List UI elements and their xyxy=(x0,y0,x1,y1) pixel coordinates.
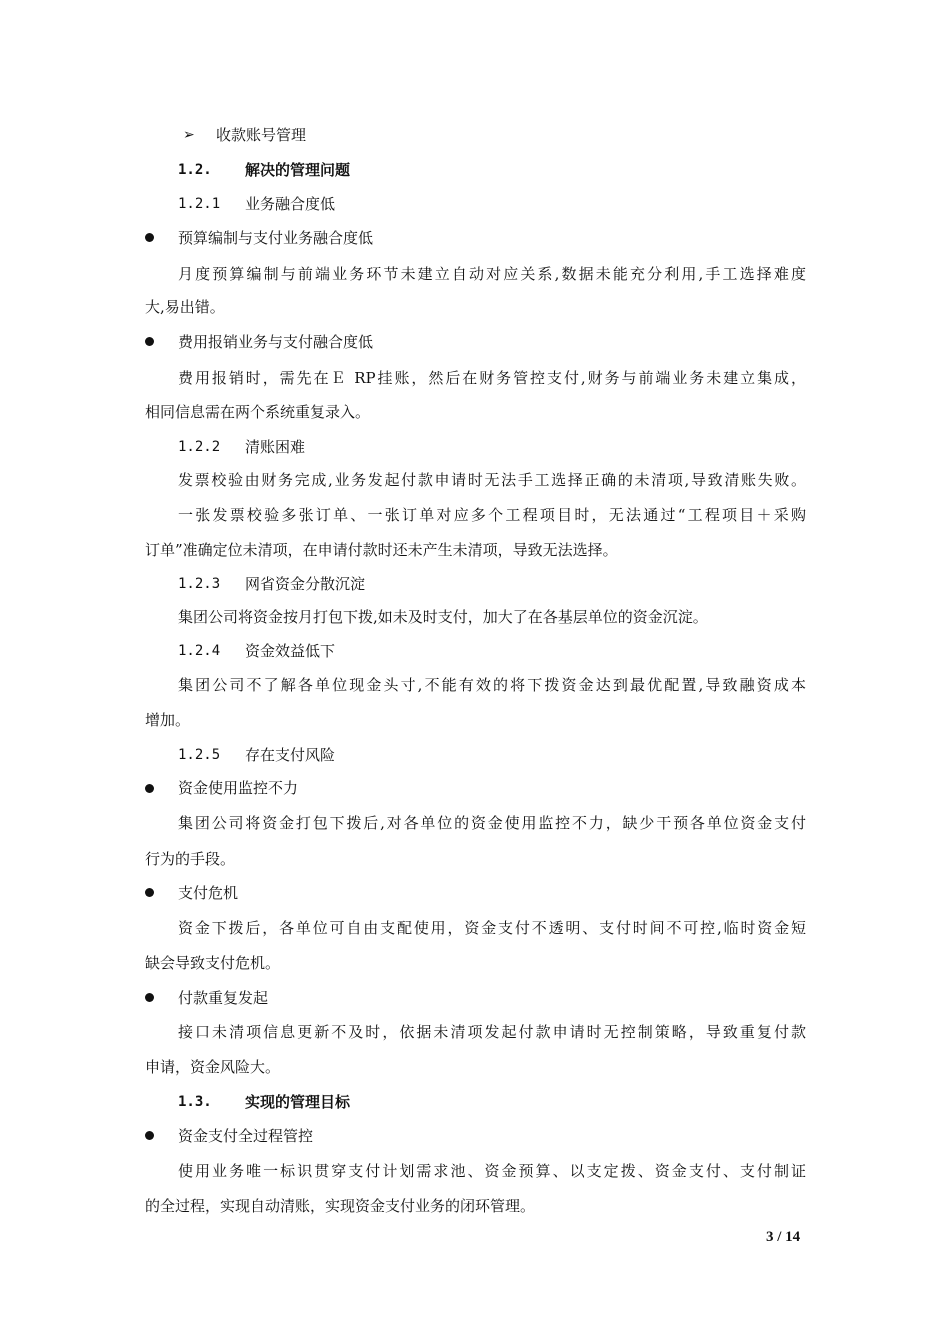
bullet-icon xyxy=(145,1131,154,1140)
bullet-icon xyxy=(145,337,154,346)
paragraph-line: 发票校验由财务完成,业务发起付款申请时无法手工选择正确的未清项,导致清账失败。 xyxy=(178,471,806,489)
subsection-number: 1.2.2 xyxy=(178,439,221,455)
paragraph-line: 资金下拨后，各单位可自由支配使用，资金支付不透明、支付时间不可控,临时资金短 xyxy=(178,919,806,937)
arrow-bullet-icon: ➢ xyxy=(183,127,195,143)
paragraph-line: 订单”准确定位未清项，在申请付款时还未产生未清项，导致无法选择。 xyxy=(145,541,618,559)
paragraph-line: 缺会导致支付危机。 xyxy=(145,954,281,972)
bullet-icon xyxy=(145,888,154,897)
paragraph-line: 接口未清项信息更新不及时，依据未清项发起付款申请时无控制策略，导致重复付款 xyxy=(178,1023,806,1041)
bullet-text: 付款重复发起 xyxy=(178,989,269,1007)
paragraph-line: 集团公司将资金按月打包下拨,如未及时支付，加大了在各基层单位的资金沉淀。 xyxy=(178,608,708,626)
section-number: 1.2. xyxy=(178,162,212,178)
bullet-text: 资金支付全过程管控 xyxy=(178,1127,314,1145)
paragraph-line: 行为的手段。 xyxy=(145,850,236,868)
subsection-number: 1.2.3 xyxy=(178,576,221,592)
section-number: 1.3. xyxy=(178,1094,212,1110)
paragraph-line: 使用业务唯一标识贯穿支付计划需求池、资金预算、以支定拨、资金支付、支付制证 xyxy=(178,1162,806,1180)
bullet-icon xyxy=(145,233,154,242)
paragraph-line: 一张发票校验多张订单、一张订单对应多个工程项目时，无法通过“工程项目＋采购 xyxy=(178,506,806,524)
subsection-number: 1.2.1 xyxy=(178,196,221,212)
bullet-text: 资金使用监控不力 xyxy=(178,779,299,797)
paragraph-line: 申请，资金风险大。 xyxy=(145,1058,281,1076)
bullet-text: 预算编制与支付业务融合度低 xyxy=(178,229,374,247)
section-heading: 实现的管理目标 xyxy=(245,1093,351,1111)
paragraph-line: 月度预算编制与前端业务环节未建立自动对应关系,数据未能充分利用,手工选择难度 xyxy=(178,265,806,283)
subsection-heading: 存在支付风险 xyxy=(245,746,336,764)
subsection-heading: 业务融合度低 xyxy=(245,195,336,213)
subsection-heading: 清账困难 xyxy=(245,438,306,456)
paragraph-line: 费用报销时，需先在Ｅ RP挂账，然后在财务管控支付,财务与前端业务未建立集成， xyxy=(178,369,806,387)
paragraph-line: 大,易出错。 xyxy=(145,298,225,316)
subsection-heading: 网省资金分散沉淀 xyxy=(245,575,366,593)
paragraph-line: 集团公司不了解各单位现金头寸,不能有效的将下拨资金达到最优配置,导致融资成本 xyxy=(178,676,806,694)
subsection-heading: 资金效益低下 xyxy=(245,642,336,660)
bullet-icon xyxy=(145,993,154,1002)
page-number: 3 / 14 xyxy=(766,1229,801,1245)
bullet-text: 费用报销业务与支付融合度低 xyxy=(178,333,374,351)
subsection-number: 1.2.5 xyxy=(178,747,221,763)
paragraph-line: 相同信息需在两个系统重复录入。 xyxy=(145,403,371,421)
paragraph-line: 增加。 xyxy=(145,711,191,729)
section-heading: 解决的管理问题 xyxy=(245,161,351,179)
list-item-text: 收款账号管理 xyxy=(216,126,307,144)
paragraph-line: 集团公司将资金打包下拨后,对各单位的资金使用监控不力，缺少干预各单位资金支付 xyxy=(178,814,806,832)
bullet-icon xyxy=(145,784,154,793)
subsection-number: 1.2.4 xyxy=(178,643,221,659)
bullet-text: 支付危机 xyxy=(178,884,239,902)
paragraph-line: 的全过程，实现自动清账，实现资金支付业务的闭环管理。 xyxy=(145,1197,536,1215)
